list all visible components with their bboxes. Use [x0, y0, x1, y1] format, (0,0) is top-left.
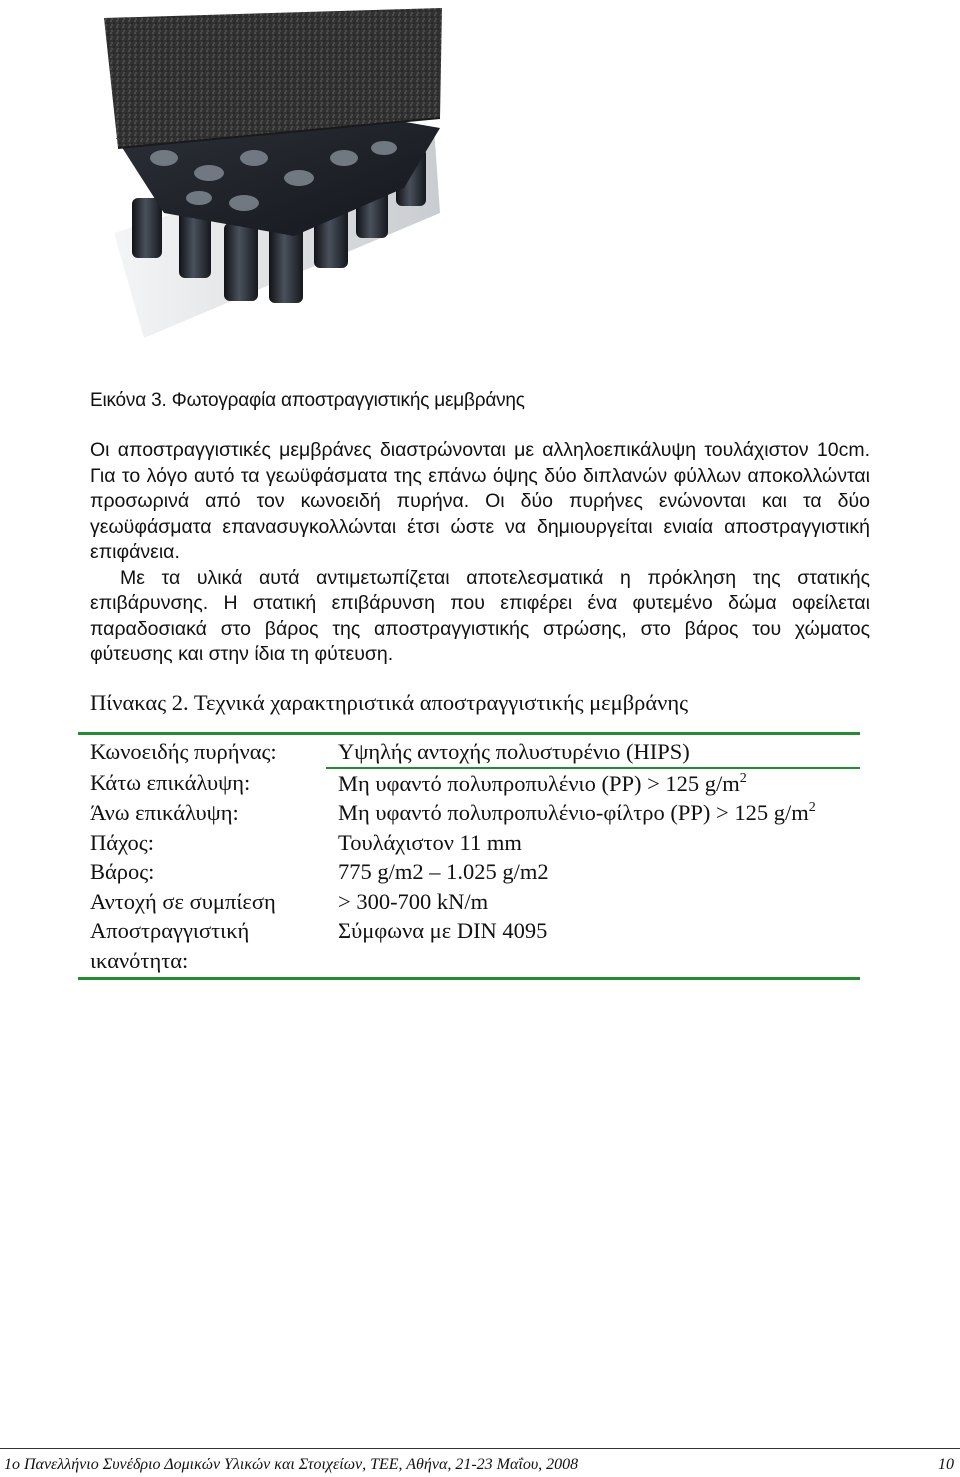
row-value	[326, 798, 860, 828]
body-text	[90, 438, 870, 668]
row-label: Άνω επικάλυψη:	[90, 800, 239, 825]
table-row	[78, 768, 860, 799]
paragraph-1: Οι αποστραγγιστικές μεμβράνες διαστρώνονται με αλληλοεπικάλυψη τουλάχιστον 10cm. Για το λόγο αυτό τα γεωϋφάσματα της επάνω όψης δύο διπλανών φύλλων αποκολλώνται προσωρινά από τον κωνοειδή πυρήνα. Οι δύο πυρήνες ενώνονται και τα δύο γεωϋφάσματα επανασυγκολλώνται έτσι ώστε να δημιουργείται ενιαία αποστραγγιστική επιφάνεια.	[90, 439, 870, 563]
row-value: > 300-700 kN/m	[338, 888, 489, 914]
superscript: 2	[808, 800, 816, 815]
row-value	[326, 768, 860, 799]
footer-divider	[0, 1448, 960, 1449]
row-value: 775 g/m2 – 1.025 g/m2	[338, 859, 549, 884]
table-row	[78, 916, 860, 979]
table-title: Πίνακας 2. Τεχνικά χαρακτηριστικά αποστραγγιστικής μεμβράνης	[90, 690, 689, 715]
row-value: Τουλάχιστον 11 mm	[338, 829, 522, 855]
figure-caption: Εικόνα 3. Φωτογραφία αποστραγγιστικής μεμβράνης	[90, 390, 525, 411]
row-value-text: Μη υφαντό πολυπροπυλένιο-φίλτρο (PP) > 125 g/m	[338, 800, 809, 825]
table-row	[78, 734, 860, 768]
table-row	[78, 828, 860, 858]
row-value-text: Μη υφαντό πολυπροπυλένιο (PP) > 125 g/m	[338, 770, 740, 796]
page-number: 10	[938, 1456, 954, 1473]
row-value: Υψηλής αντοχής πολυστυρένιο (HIPS)	[326, 734, 860, 768]
paragraph-2: Με τα υλικά αυτά αντιμετωπίζεται αποτελεσματικά η πρόκληση της στατικής επιβάρυνσης. Η στατική επιβάρυνση που επιφέρει ένα φυτεμένο δώμα οφείλεται παραδοσιακά στο βάρος της αποστραγγιστικής στρώσης, στο βάρος του χώματος φύτευσης και στην ίδια τη φύτευση.	[90, 566, 870, 665]
table-row	[78, 857, 860, 887]
table-row	[78, 887, 860, 917]
row-label: Βάρος:	[90, 859, 155, 884]
spec-table	[78, 732, 860, 980]
row-label: Αποστραγγιστική ικανότητα:	[78, 916, 326, 979]
row-label: Κάτω επικάλυψη:	[90, 769, 251, 795]
row-label: Πάχος:	[90, 829, 154, 855]
row-value: Σύμφωνα με DIN 4095	[326, 916, 860, 979]
row-label: Κωνοειδής πυρήνας:	[78, 734, 326, 768]
row-label: Αντοχή σε συμπίεση	[90, 888, 276, 914]
drainage-membrane-photo	[104, 8, 442, 342]
superscript: 2	[739, 770, 747, 786]
table-row	[78, 798, 860, 828]
footer-conference: 1ο Πανελλήνιο Συνέδριο Δομικών Υλικών και Στοιχείων, ΤΕΕ, Αθήνα, 21-23 Μαΐου, 2008	[4, 1456, 579, 1473]
